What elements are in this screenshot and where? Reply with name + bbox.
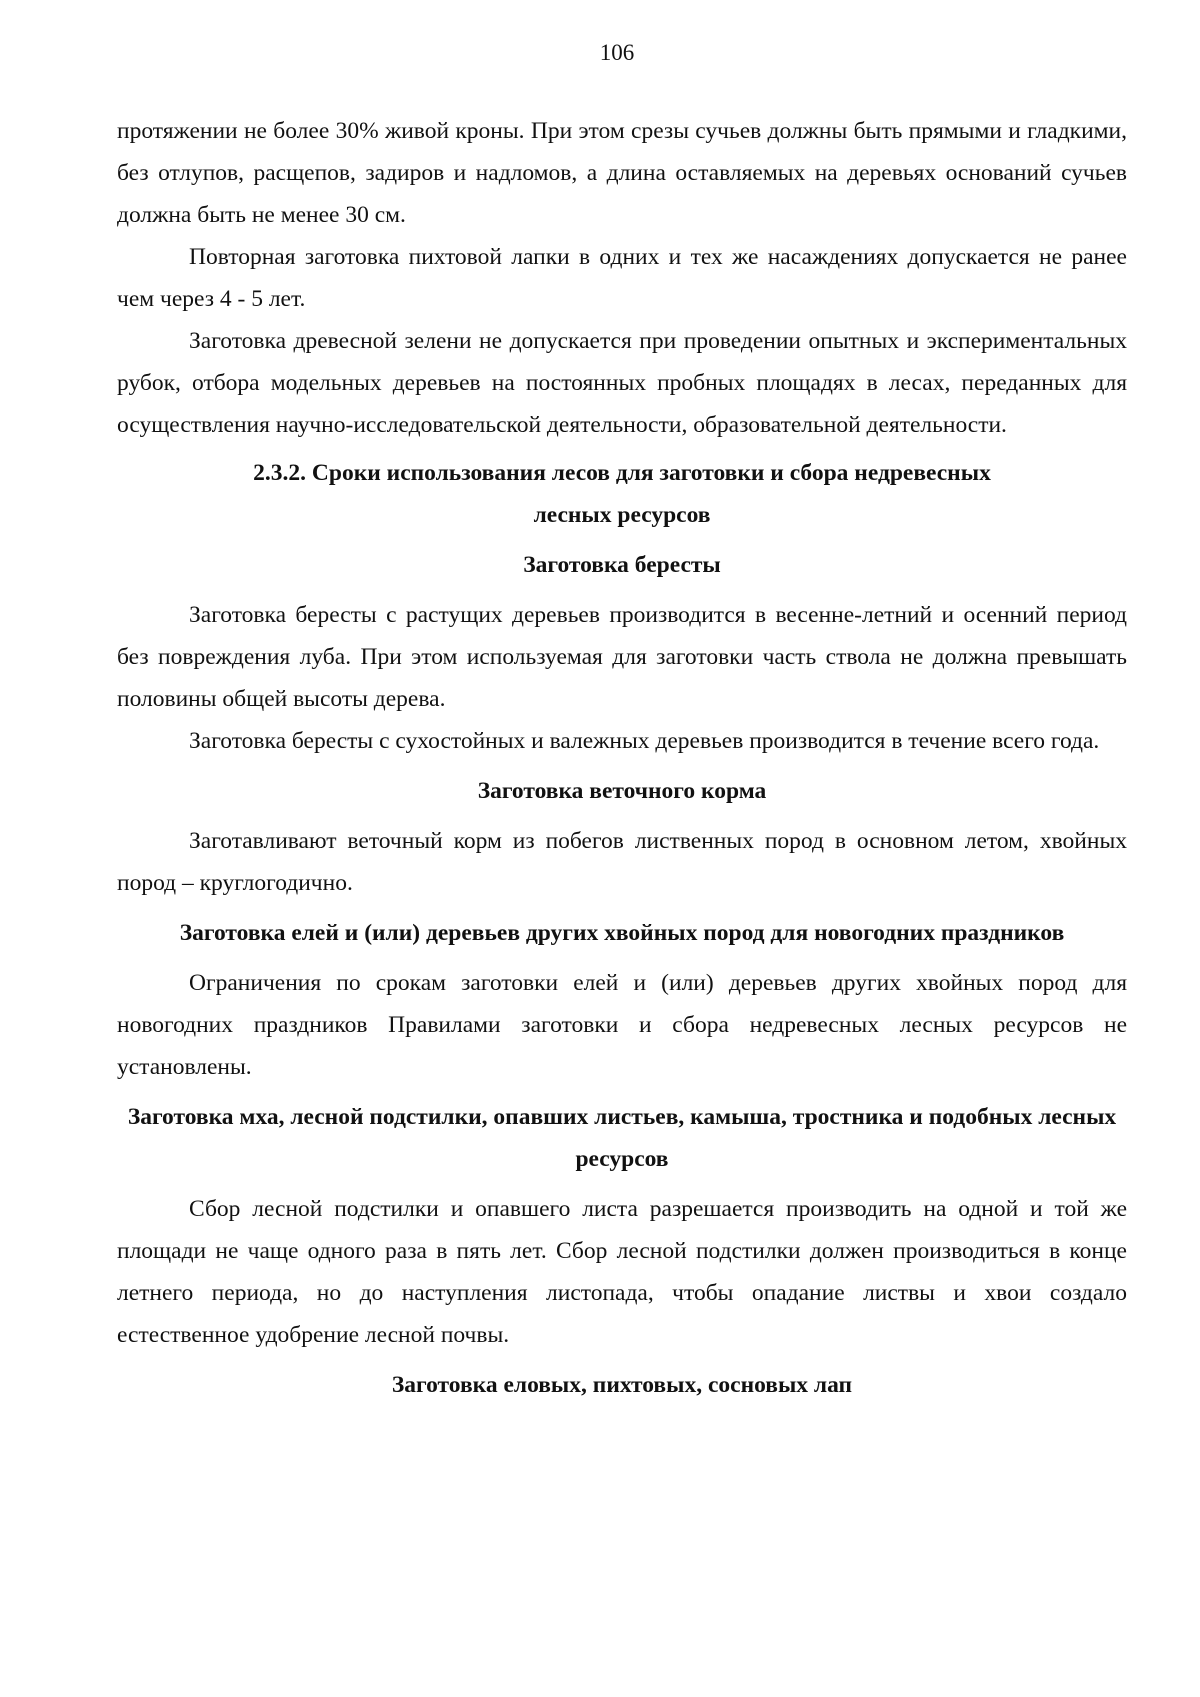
- paragraph-bark-living: Заготовка бересты с растущих деревьев производится в весенне-летний и осенний период без повреждения луба. При этом используемая для заготовки часть ствола не должна превышать половины общей высоты дерева.: [117, 602, 1127, 712]
- paragraph-moss-litter: Сбор лесной подстилки и опавшего листа разрешается производить на одной и той же площади не чаще одного раза в пять лет. Сбор лесной подстилки должен производиться в конце летнего периода, но до наступления листопада, чтобы опадание листвы и хвои создало естественное удобрение лесной почвы.: [117, 1196, 1127, 1348]
- paragraph-continuation: протяжении не более 30% живой кроны. При этом срезы сучьев должны быть прямыми и гладкими, без отлупов, расщепов, задиров и надломов, а длина оставляемых на деревьях оснований сучьев должна быть не менее 30 см.: [117, 118, 1127, 228]
- paragraph-repeat-harvest: Повторная заготовка пихтовой лапки в одних и тех же насаждениях допускается не ранее чем через 4 - 5 лет.: [117, 244, 1127, 312]
- heading-moss-litter: Заготовка мха, лесной подстилки, опавших листьев, камыша, тростника и подобных лесных ресурсов: [127, 1104, 1117, 1172]
- page-content: [117, 110, 1127, 1414]
- paragraph-restrictions: Заготовка древесной зелени не допускается при проведении опытных и экспериментальных рубок, отбора модельных деревьев на постоянных пробных площадях в лесах, переданных для осуществления научно-исследовательской деятельности, образовательной деятельности.: [117, 328, 1127, 438]
- heading-new-year-trees: Заготовка елей и (или) деревьев других хвойных пород для новогодних праздников: [179, 920, 1065, 946]
- paragraph-branch-feed: Заготавливают веточный корм из побегов лиственных пород в основном летом, хвойных пород – круглогодично.: [117, 828, 1127, 896]
- heading-bark: Заготовка бересты: [523, 552, 721, 578]
- heading-branch-feed: Заготовка веточного корма: [477, 778, 767, 804]
- section-heading: 2.3.2. Сроки использования лесов для заготовки и сбора недревесных лесных ресурсов: [253, 460, 991, 528]
- paragraph-bark-dead: Заготовка бересты с сухостойных и валежных деревьев производится в течение всего года.: [189, 728, 1100, 754]
- paragraph-new-year-trees: Ограничения по срокам заготовки елей и (или) деревьев других хвойных пород для новогодних праздников Правилами заготовки и сбора недревесных лесных ресурсов не установлены.: [117, 970, 1127, 1080]
- heading-conifer-branches: Заготовка еловых, пихтовых, сосновых лап: [391, 1372, 853, 1398]
- page-number: 106: [599, 40, 635, 65]
